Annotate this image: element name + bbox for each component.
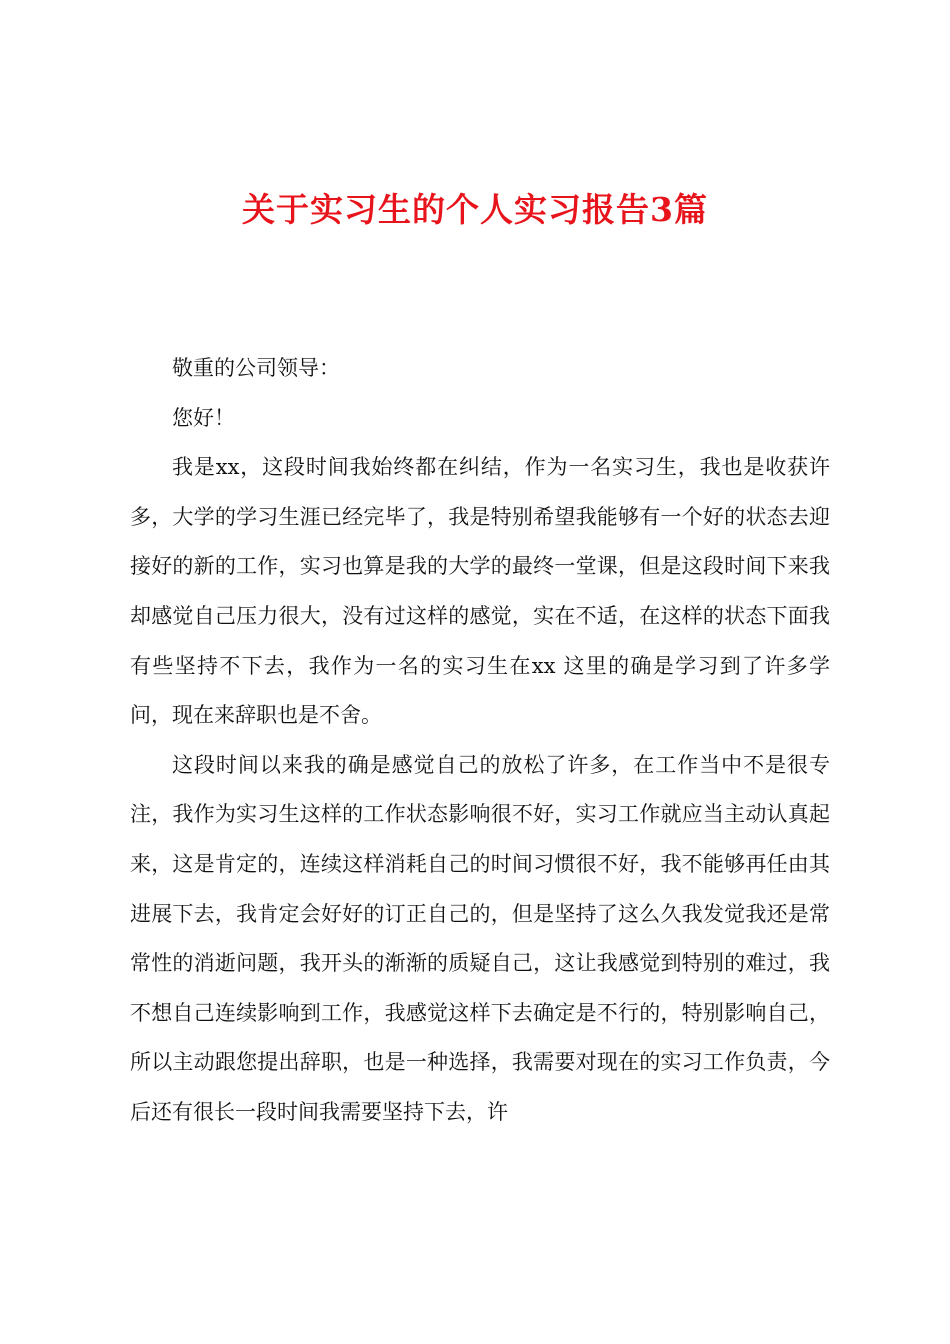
body-paragraph: 我是xx，这段时间我始终都在纠结，作为一名实习生，我也是收获许多，大学的学习生涯已经完毕了，我是特别希望我能够有一个好的状态去迎接好的新的工作，实习也算是我的大学的最终一堂课，但是这段时间下来我却感觉自己压力很大，没有过这样的感觉，实在不适，在这样的状态下面我有些坚持不下去，我作为一名的实习生在xx 这里的确是学习到了许多学问，现在来辞职也是不舍。	[130, 455, 830, 728]
document-title: 关于实习生的个人实习报告3篇	[242, 190, 708, 229]
body-paragraph: 这段时间以来我的确是感觉自己的放松了许多，在工作当中不是很专注，我作为实习生这样的工作状态影响很不好，实习工作就应当主动认真起来，这是肯定的，连续这样消耗自己的时间习惯很不好，我不能够再任由其进展下去，我肯定会好好的订正自己的，但是坚持了这么久我发觉我还是常常性的消逝问题，我开头的渐渐的质疑自己，这让我感觉到特别的难过，我不想自己连续影响到工作，我感觉这样下去确定是不行的，特别影响自己，所以主动跟您提出辞职，也是一种选择，我需要对现在的实习工作负责，今后还有很长一段时间我需要坚持下去，许	[130, 752, 830, 1124]
salutation: 敬重的公司领导：	[172, 356, 340, 380]
document-body	[130, 344, 830, 1138]
greeting: 您好！	[172, 405, 235, 430]
